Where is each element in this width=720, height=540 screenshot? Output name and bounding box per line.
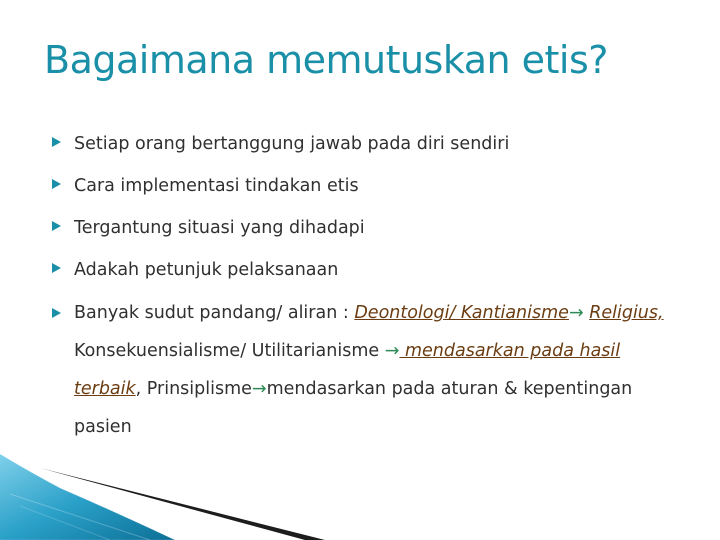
slide-title: Bagaimana memutuskan etis?: [44, 38, 608, 82]
bullet-marker-icon: [52, 308, 61, 318]
bullet-marker-icon: [52, 137, 61, 147]
bullet-item: [52, 294, 682, 446]
corner-decoration: [0, 454, 330, 540]
bullet-list: [52, 132, 682, 446]
arrow-right-icon: →: [384, 341, 400, 361]
bullet-item: [52, 258, 682, 282]
arrow-right-icon: →: [568, 303, 584, 323]
bullet-text: Tergantung situasi yang dihadapi: [74, 218, 365, 238]
mendasarkan-hasil-text: mendasarkan pada hasil terbaik: [74, 341, 621, 399]
bullet-text: Setiap orang bertanggung jawab pada diri sendiri: [74, 134, 510, 154]
bullet-marker-icon: [52, 263, 61, 273]
konsekuensialisme-text: Konsekuensialisme/ Utilitarianisme: [74, 341, 385, 361]
bullet-item: [52, 216, 682, 240]
arrow-right-icon: →: [251, 379, 267, 399]
prinsiplisme-text: , Prinsiplisme: [135, 379, 252, 399]
bullet-marker-icon: [52, 221, 61, 231]
bullet-text: Cara implementasi tindakan etis: [74, 176, 359, 196]
bullet-text: Adakah petunjuk pelaksanaan: [74, 260, 339, 280]
bullet-marker-icon: [52, 179, 61, 189]
religius-text: Religius,: [589, 303, 664, 323]
mendasarkan-aturan-text: mendasarkan pada aturan & kepentingan pasien: [74, 379, 633, 437]
bullet-item: [52, 174, 682, 198]
bullet-item: [52, 132, 682, 156]
deontologi-text: Deontologi/ Kantianisme: [354, 303, 569, 323]
bullet-intro-text: Banyak sudut pandang/ aliran :: [74, 303, 355, 323]
